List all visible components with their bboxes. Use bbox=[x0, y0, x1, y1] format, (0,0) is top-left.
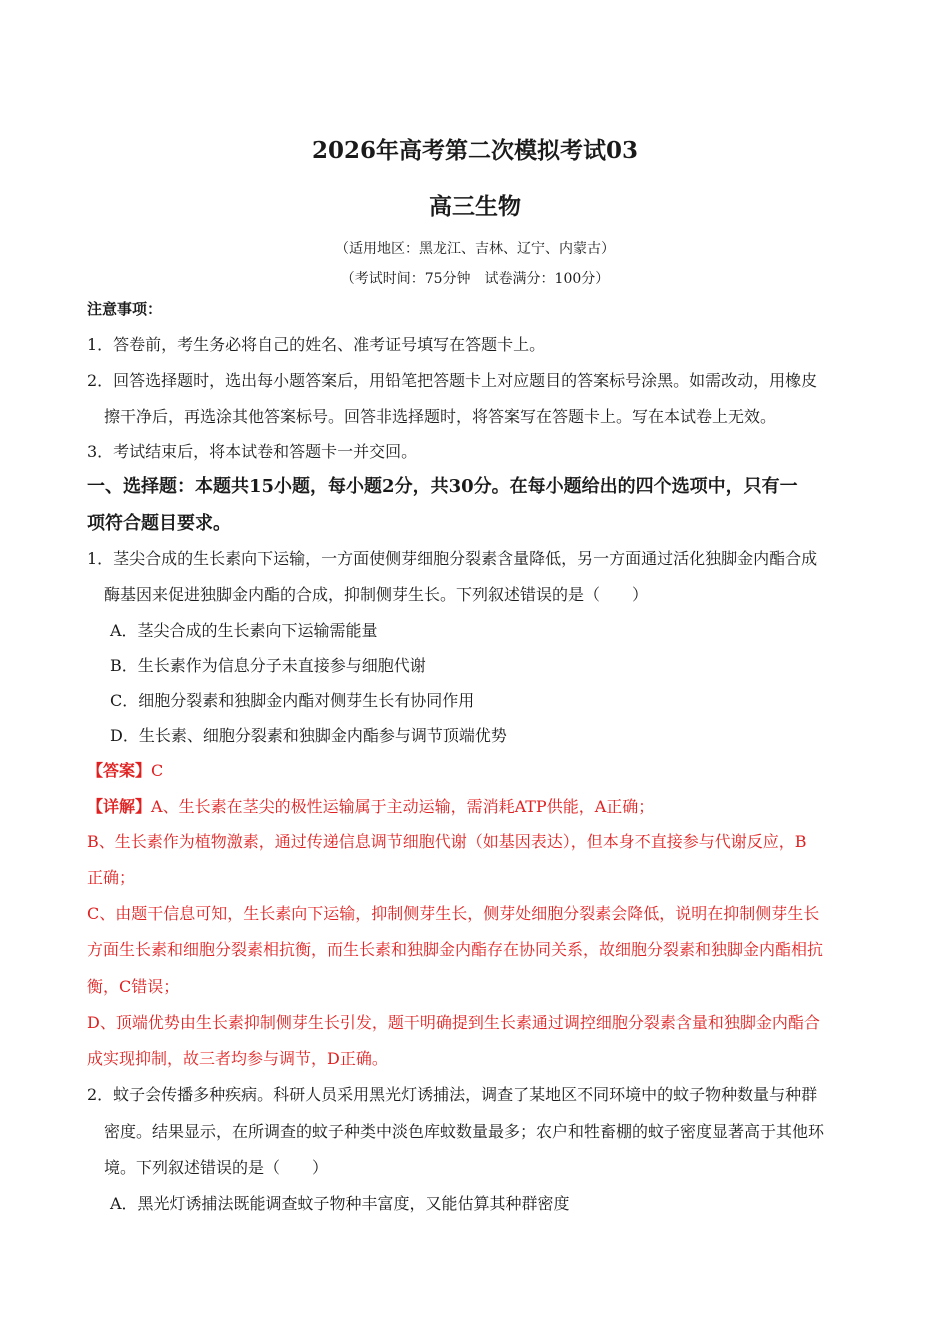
q1-explain-line-8: 成实现抑制，故三者均参与调节，D正确。 bbox=[87, 1049, 388, 1068]
q1-option-a: A．茎尖合成的生长素向下运输需能量 bbox=[110, 621, 378, 640]
q1-explain-line-3: 正确； bbox=[87, 868, 136, 887]
q1-explain-line-4: C、由题干信息可知，生长素向下运输，抑制侧芽生长，侧芽处细胞分裂素会降低，说明在抑制侧芽生长 bbox=[87, 904, 820, 923]
exam-title: 2026年高考第二次模拟考试03 bbox=[311, 137, 639, 164]
q1-explain-line-5: 方面生长素和细胞分裂素相抗衡，而生长素和独脚金内酯存在协同关系，故细胞分裂素和独脚金内酯相抗 bbox=[87, 940, 824, 959]
q1-answer bbox=[87, 760, 163, 782]
notice-item-1: 1．答卷前，考生务必将自己的姓名、准考证号填写在答题卡上。 bbox=[87, 335, 546, 354]
q2-stem-cont-1: 密度。结果显示，在所调查的蚊子种类中淡色库蚊数量最多；农户和牲畜棚的蚊子密度显著高于其他环 bbox=[104, 1122, 825, 1141]
notice-item-2: 2．回答选择题时，选出每小题答案后，用铅笔把答题卡上对应题目的答案标号涂黑。如需改动，用橡皮 bbox=[87, 371, 818, 390]
subject-title: 高三生物 bbox=[429, 193, 521, 220]
q1-explain-line-1 bbox=[87, 796, 654, 818]
q1-explain-line-6: 衡，C错误； bbox=[87, 977, 180, 996]
q2-stem-cont-2: 境。下列叙述错误的是（ ） bbox=[104, 1158, 329, 1177]
notice-heading: 注意事项： bbox=[87, 300, 163, 318]
q2-option-a: A．黑光灯诱捕法既能调查蚊子物种丰富度，又能估算其种群密度 bbox=[110, 1194, 570, 1213]
q1-explain-line-2: B、生长素作为植物激素，通过传递信息调节细胞代谢（如基因表达），但本身不直接参与代谢反应，B bbox=[87, 832, 807, 851]
explain-text-a: A、生长素在茎尖的极性运输属于主动运输，需消耗ATP供能，A正确； bbox=[151, 797, 655, 816]
q1-option-d: D．生长素、细胞分裂素和独脚金内酯参与调节顶端优势 bbox=[110, 726, 507, 745]
explain-label: 【详解】 bbox=[87, 797, 152, 816]
notice-item-2-cont: 擦干净后，再选涂其他答案标号。回答非选择题时，将答案写在答题卡上。写在本试卷上无效。 bbox=[104, 407, 777, 426]
time-info: （考试时间：75分钟 试卷满分：100分） bbox=[340, 271, 610, 287]
section-heading: 一、选择题：本题共15小题，每小题2分，共30分。在每小题给出的四个选项中，只有一 bbox=[87, 476, 798, 497]
region-note: （适用地区：黑龙江、吉林、辽宁、内蒙古） bbox=[335, 241, 615, 257]
q1-stem-cont: 酶基因来促进独脚金内酯的合成，抑制侧芽生长。下列叙述错误的是（ ） bbox=[104, 585, 649, 604]
section-heading-cont: 项符合题目要求。 bbox=[87, 513, 231, 534]
q1-stem: 1．茎尖合成的生长素向下运输，一方面使侧芽细胞分裂素含量降低，另一方面通过活化独脚金内酯合成 bbox=[87, 549, 818, 568]
q1-explain-line-7: D、顶端优势由生长素抑制侧芽生长引发，题干明确提到生长素通过调控细胞分裂素含量和独脚金内酯合 bbox=[87, 1013, 820, 1032]
q2-stem: 2．蚊子会传播多种疾病。科研人员采用黑光灯诱捕法，调查了某地区不同环境中的蚊子物种数量与种群 bbox=[87, 1085, 818, 1104]
q1-option-b: B．生长素作为信息分子未直接参与细胞代谢 bbox=[110, 656, 426, 675]
answer-label: 【答案】 bbox=[87, 761, 152, 780]
q1-option-c: C．细胞分裂素和独脚金内酯对侧芽生长有协同作用 bbox=[110, 691, 475, 710]
notice-item-3: 3．考试结束后，将本试卷和答题卡一并交回。 bbox=[87, 442, 418, 461]
answer-value: C bbox=[151, 761, 164, 780]
